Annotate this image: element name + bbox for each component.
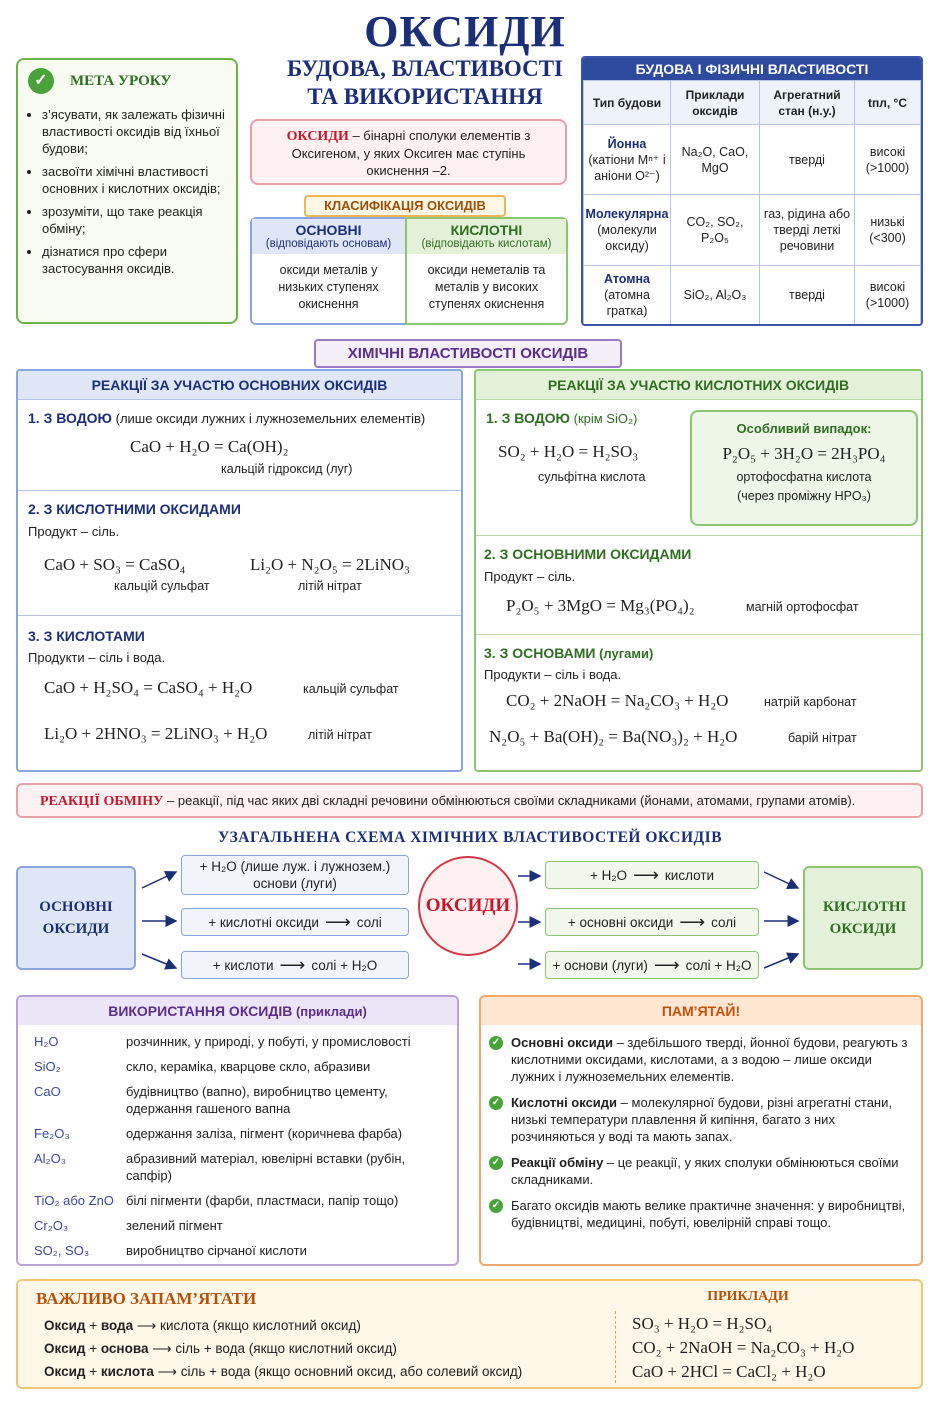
- table-row: [584, 125, 921, 195]
- cell-type-sub: (катіони Mⁿ⁺ і аніони O²⁻): [588, 152, 666, 183]
- acidic-title: КИСЛОТНІ: [450, 222, 523, 238]
- list-item: [489, 1197, 909, 1231]
- rule-b: основа: [100, 1341, 149, 1356]
- schema-item-a: + кислотні оксиди: [208, 914, 319, 930]
- cell-type: Йонна: [607, 136, 647, 151]
- structure-table: [583, 80, 921, 326]
- list-item: [34, 1150, 449, 1184]
- list-item: [34, 1217, 449, 1234]
- uses-box: [16, 995, 459, 1266]
- equation: SO₂ + H₂O = H₂SO₃: [498, 442, 639, 461]
- equation: Li₂O + 2HNO₃ = 2LiNO₃ + H₂O: [44, 724, 268, 743]
- equation-caption: кальцій гідроксид (луг): [221, 462, 353, 476]
- basic-desc: оксиди металів у низьких ступенях окиснення: [278, 263, 379, 311]
- equation: CaO + H₂SO₄ = CaSO₄ + H₂O: [44, 678, 253, 697]
- equation-caption: барій нітрат: [788, 731, 857, 745]
- important-box: [16, 1279, 923, 1389]
- right-arrow-icon: ⟶: [679, 911, 706, 932]
- equation: N₂O₅ + Ba(OH)₂ = Ba(NO₃)₂ + H₂O: [489, 727, 738, 746]
- basic-section-water: [18, 400, 461, 491]
- page-subtitle-2: ТА ВИКОРИСТАННЯ: [307, 84, 543, 109]
- col-header: Тип будови: [584, 81, 671, 125]
- col-header: Приклади оксидів: [671, 81, 760, 125]
- section-title: 1. З ВОДОЮ: [28, 410, 112, 426]
- schema-item-b: кислоти: [664, 867, 715, 883]
- table-row: [584, 265, 921, 325]
- uses-list: [18, 1025, 457, 1259]
- schema-item-a: + кислоти: [212, 957, 274, 973]
- right-arrow-icon: ⟶: [157, 1364, 177, 1379]
- use-text: розчинник, у природі, у побуті, у промисловості: [126, 1034, 411, 1049]
- cell-type: Молекулярна: [585, 207, 669, 222]
- example-equation: SO₃ + H₂O = H₂SO₄: [632, 1314, 773, 1333]
- use-text: виробництво сірчаної кислоти: [126, 1243, 307, 1258]
- goal-list: [18, 106, 236, 277]
- use-formula: Cr₂O₃: [34, 1218, 69, 1233]
- exchange-term: РЕАКЦІЇ ОБМІНУ: [40, 794, 164, 809]
- right-arrow-icon: ⟶: [279, 954, 306, 975]
- list-item: Оксид + кислота ⟶ сіль + вода (якщо основний оксид, або солевий оксид): [44, 1364, 523, 1379]
- memo-text: – це реакції, у яких сполуки обмінюються своїми складниками.: [511, 1155, 899, 1187]
- equation-caption: кальцій сульфат: [303, 682, 399, 696]
- structure-table-heading: БУДОВА І ФІЗИЧНІ ВЛАСТИВОСТІ: [583, 58, 921, 80]
- schema-item-b: основи (луги): [253, 876, 337, 891]
- use-formula: TiO₂ або ZnO: [34, 1193, 114, 1208]
- section-product: Продукти – сіль і вода.: [28, 650, 166, 665]
- classification-heading: КЛАСИФІКАЦІЯ ОКСИДІВ: [304, 195, 506, 217]
- acidic-reactions-box: [474, 369, 923, 772]
- goal-item: • дізнатися про сфери застосування оксидів.: [42, 243, 228, 277]
- use-formula: SO₂, SO₃: [34, 1243, 90, 1258]
- list-item: [489, 1154, 909, 1188]
- goal-item: • з’ясувати, як залежать фізичні властивості оксидів від їхньої будови;: [42, 106, 228, 157]
- important-heading: ВАЖЛИВО ЗАПАМ’ЯТАТИ: [36, 1289, 257, 1308]
- rule-a: Оксид: [44, 1364, 86, 1379]
- rule-b: вода: [100, 1318, 134, 1333]
- page-title: ОКСИДИ: [364, 7, 566, 56]
- list-item: [34, 1242, 449, 1259]
- cell-type-sub: (атомна гратка): [604, 288, 650, 319]
- cell-examples: CO₂, SO₂, P₂O₅: [671, 195, 760, 265]
- check-icon: ✓: [489, 1036, 503, 1050]
- memo-text: Багато оксидів мають велике практичне значення: у виробництві, будівництві, медицині, побуті, ювелірній справі тощо.: [511, 1198, 906, 1230]
- equation-caption: літій нітрат: [298, 579, 362, 593]
- basic-section-acid-oxides: [18, 491, 461, 616]
- list-item: [489, 1034, 909, 1085]
- schema-right-item: [545, 908, 759, 936]
- goal-item: • зрозуміти, що таке реакція обміну;: [42, 203, 228, 237]
- section-product: Продукт – сіль.: [484, 569, 576, 584]
- list-item: [34, 1192, 449, 1209]
- equation: Li₂O + N₂O₅ = 2LiNO₃: [250, 555, 410, 574]
- classification-basic: [250, 217, 405, 325]
- col-header: tпл, °C: [855, 81, 921, 125]
- schema-item-a: + основні оксиди: [567, 914, 674, 930]
- equation-caption: магній ортофосфат: [746, 600, 859, 614]
- use-formula: Al₂O₃: [34, 1151, 67, 1166]
- checkmark-icon: ✓: [28, 68, 54, 94]
- use-formula: SiO₂: [34, 1059, 61, 1074]
- cell-temp: високі (>1000): [855, 125, 921, 195]
- arrow-icon: [764, 954, 798, 968]
- list-item: [34, 1125, 449, 1142]
- definition-term: ОКСИДИ: [286, 129, 349, 144]
- use-text: одержання заліза, пігмент (коричнева фарба): [126, 1126, 403, 1141]
- section-title: 2. З ОСНОВНИМИ ОКСИДАМИ: [484, 546, 692, 562]
- memo-bold: Реакції обміну: [511, 1155, 604, 1170]
- equation: P₂O₅ + 3H₂O = 2H₃PO₄: [722, 444, 886, 463]
- cell-temp: високі (>1000): [855, 265, 921, 325]
- exchange-reactions-box: [16, 783, 923, 818]
- acidic-oxides-node: [803, 866, 923, 970]
- list-item: [34, 1033, 449, 1050]
- remember-list: [481, 1025, 921, 1231]
- cell-state: тверді: [760, 265, 855, 325]
- classification-acidic: [405, 217, 568, 325]
- basic-reactions-heading: РЕАКЦІЇ ЗА УЧАСТЮ ОСНОВНИХ ОКСИДІВ: [18, 371, 461, 400]
- rule-b: кислота: [100, 1364, 154, 1379]
- check-icon: ✓: [489, 1096, 503, 1110]
- exchange-text: – реакції, під час яких дві складні речовини обмінюються своїми складниками (йонами, атомами, групами атомів).: [163, 793, 856, 808]
- important-list: [44, 1314, 522, 1383]
- examples-list: [632, 1312, 854, 1384]
- structure-table-box: [581, 56, 923, 326]
- list-item: [34, 1083, 449, 1117]
- rule-result: сіль + вода (якщо основний оксид, або солевий оксид): [180, 1364, 523, 1379]
- acidic-section-basic-oxides: [476, 536, 921, 635]
- schema-item-a: + основи (луги): [552, 957, 648, 973]
- equation-caption: натрій карбонат: [764, 695, 857, 709]
- list-item: [34, 1058, 449, 1075]
- right-arrow-icon: ⟶: [136, 1318, 157, 1333]
- right-arrow-icon: ⟶: [653, 954, 680, 975]
- cell-examples: SiO₂, Al₂O₃: [671, 265, 760, 325]
- acidic-oxides-label: КИСЛОТНІ ОКСИДИ: [823, 899, 907, 937]
- schema-left-item: [181, 855, 409, 895]
- definition-text: – бінарні сполуки елементів з Оксигеном, у яких Оксиген має ступінь окиснення –2.: [291, 128, 531, 178]
- list-item: [489, 1094, 909, 1145]
- goal-heading: МЕТА УРОКУ: [70, 72, 172, 89]
- section-note: (лугами): [595, 646, 654, 661]
- special-title: Особливий випадок:: [736, 421, 872, 436]
- basic-section-acids: [18, 616, 461, 766]
- section-product: Продукт – сіль.: [28, 524, 120, 539]
- memo-bold: Кислотні оксиди: [511, 1095, 618, 1110]
- equation-caption: сульфітна кислота: [538, 470, 646, 484]
- schema-item-b: солі: [711, 914, 737, 930]
- oxides-center-node: ОКСИДИ: [418, 856, 518, 956]
- schema-item-b: солі + H₂O: [311, 957, 378, 973]
- use-formula: CaO: [34, 1084, 61, 1099]
- uses-heading-note: (приклади): [292, 1004, 367, 1019]
- schema-right-item: [545, 951, 759, 979]
- divider: [615, 1311, 617, 1383]
- equation: P₂O₅ + 3MgO = Mg₃(PO₄)₂: [506, 596, 695, 615]
- rule-a: Оксид: [44, 1318, 86, 1333]
- rule-result: сіль + вода (якщо кислотний оксид): [175, 1341, 397, 1356]
- arrow-icon: [142, 872, 176, 888]
- check-icon: ✓: [489, 1156, 503, 1170]
- remember-heading: ПАМ’ЯТАЙ!: [481, 997, 921, 1025]
- right-arrow-icon: ⟶: [324, 911, 351, 932]
- use-text: білі пігменти (фарби, пластмаси, папір тощо): [126, 1193, 399, 1208]
- acidic-section-bases: [476, 635, 921, 772]
- acidic-desc: оксиди неметалів та металів у високих ступенях окиснення: [427, 263, 546, 311]
- equation: CaO + H₂O = Ca(OH)₂: [130, 437, 289, 456]
- cell-temp: низькі (<300): [855, 195, 921, 265]
- basic-title: ОСНОВНІ: [295, 222, 362, 238]
- col-header: Агрегатний стан (н.у.): [760, 81, 855, 125]
- memo-text: – молекулярної будови, різні агрегатні стани, низькі температури плавлення й кипіння, багато з них розчиняються у воді та мають запах.: [511, 1095, 892, 1144]
- check-icon: ✓: [489, 1199, 503, 1213]
- acidic-sub: (відповідають кислотам): [421, 238, 552, 250]
- use-text: зелений пігмент: [126, 1218, 223, 1233]
- cell-examples: Na₂O, CaO, MgO: [671, 125, 760, 195]
- examples-heading: ПРИКЛАДИ: [707, 1289, 789, 1304]
- cell-state: тверді: [760, 125, 855, 195]
- uses-heading: ВИКОРИСТАННЯ ОКСИДІВ: [108, 1003, 293, 1019]
- rule-a: Оксид: [44, 1341, 86, 1356]
- schema-item-a: + H₂O: [589, 867, 628, 883]
- use-formula: Fe₂O₃: [34, 1126, 70, 1141]
- right-arrow-icon: ⟶: [152, 1341, 172, 1356]
- lesson-goal-box: [16, 58, 238, 324]
- acidic-section-water: [476, 400, 921, 536]
- cell-state: газ, рідина або тверді леткі речовини: [760, 195, 855, 265]
- right-arrow-icon: ⟶: [633, 864, 659, 885]
- section-title: 1. З ВОДОЮ: [486, 410, 570, 426]
- list-item: Оксид + основа ⟶ сіль + вода (якщо кислотний оксид): [44, 1341, 397, 1356]
- equation-caption: літій нітрат: [308, 728, 372, 742]
- chem-props-heading: ХІМІЧНІ ВЛАСТИВОСТІ ОКСИДІВ: [314, 339, 622, 368]
- equation-caption: ортофосфатна кислота: [736, 470, 872, 484]
- section-title: 3. З КИСЛОТАМИ: [28, 628, 145, 644]
- definition-box: [250, 119, 567, 185]
- section-product: Продукти – сіль і вода.: [484, 667, 622, 682]
- section-note: (крім SiO₂): [570, 411, 638, 426]
- use-text: скло, кераміка, кварцове скло, абразиви: [126, 1059, 371, 1074]
- table-row: [584, 195, 921, 265]
- equation: CO₂ + 2NaOH = Na₂CO₃ + H₂O: [506, 691, 729, 710]
- list-item: Оксид + вода ⟶ кислота (якщо кислотний оксид): [44, 1318, 361, 1333]
- page-subtitle-1: БУДОВА, ВЛАСТИВОСТІ: [287, 56, 563, 81]
- schema-left-item: [181, 908, 409, 936]
- schema-heading: УЗАГАЛЬНЕНА СХЕМА ХІМІЧНИХ ВЛАСТИВОСТЕЙ ОКСИДІВ: [217, 829, 723, 846]
- example-equation: CaO + 2HCl = CaCl₂ + H₂O: [632, 1362, 826, 1381]
- use-text: будівництво (вапно), виробництво цементу, одержання гашеного вапна: [126, 1084, 388, 1116]
- basic-reactions-box: [16, 369, 463, 772]
- use-text: абразивний матеріал, ювелірні вставки (рубін, сапфір): [126, 1151, 406, 1183]
- use-formula: H₂O: [34, 1034, 59, 1049]
- basic-sub: (відповідають основам): [265, 238, 392, 250]
- schema-item-a: + H₂O (лише луж. і лужнозем.): [199, 859, 391, 874]
- example-equation: CO₂ + 2NaOH = Na₂CO₃ + H₂O: [632, 1338, 855, 1357]
- schema-left-item: [181, 951, 409, 979]
- section-title: 2. З КИСЛОТНИМИ ОКСИДАМИ: [28, 501, 241, 517]
- acidic-reactions-heading: РЕАКЦІЇ ЗА УЧАСТЮ КИСЛОТНИХ ОКСИДІВ: [476, 371, 921, 400]
- memo-bold: Основні оксиди: [511, 1035, 613, 1050]
- cell-type-sub: (молекули оксиду): [597, 223, 657, 254]
- memo-text: – здебільшого тверді, йонної будови, реагують з кислотними оксидами, кислотами, а з водою – лише оксиди лужних і лужноземельних елементів.: [511, 1035, 908, 1084]
- equation: CaO + SO₃ = CaSO₄: [44, 555, 186, 574]
- arrow-icon: [764, 872, 798, 888]
- remember-box: [479, 995, 923, 1266]
- equation-caption: (через проміжну HPO₃): [737, 489, 871, 503]
- goal-item: • засвоїти хімічні властивості основних і кислотних оксидів;: [42, 163, 228, 197]
- arrow-icon: [142, 954, 176, 968]
- cell-type: Атомна: [603, 272, 651, 287]
- section-note: (лише оксиди лужних і лужноземельних елементів): [112, 411, 426, 426]
- equation-caption: кальцій сульфат: [114, 579, 210, 593]
- section-title: 3. З ОСНОВАМИ: [484, 645, 596, 661]
- schema-right-item: [545, 861, 759, 889]
- rule-result: кислота (якщо кислотний оксид): [160, 1318, 361, 1333]
- basic-oxides-label: ОСНОВНІ ОКСИДИ: [39, 899, 113, 937]
- schema-item-b: солі: [356, 914, 382, 930]
- special-case-box: [690, 410, 918, 526]
- schema-item-b: солі + H₂O: [685, 957, 752, 973]
